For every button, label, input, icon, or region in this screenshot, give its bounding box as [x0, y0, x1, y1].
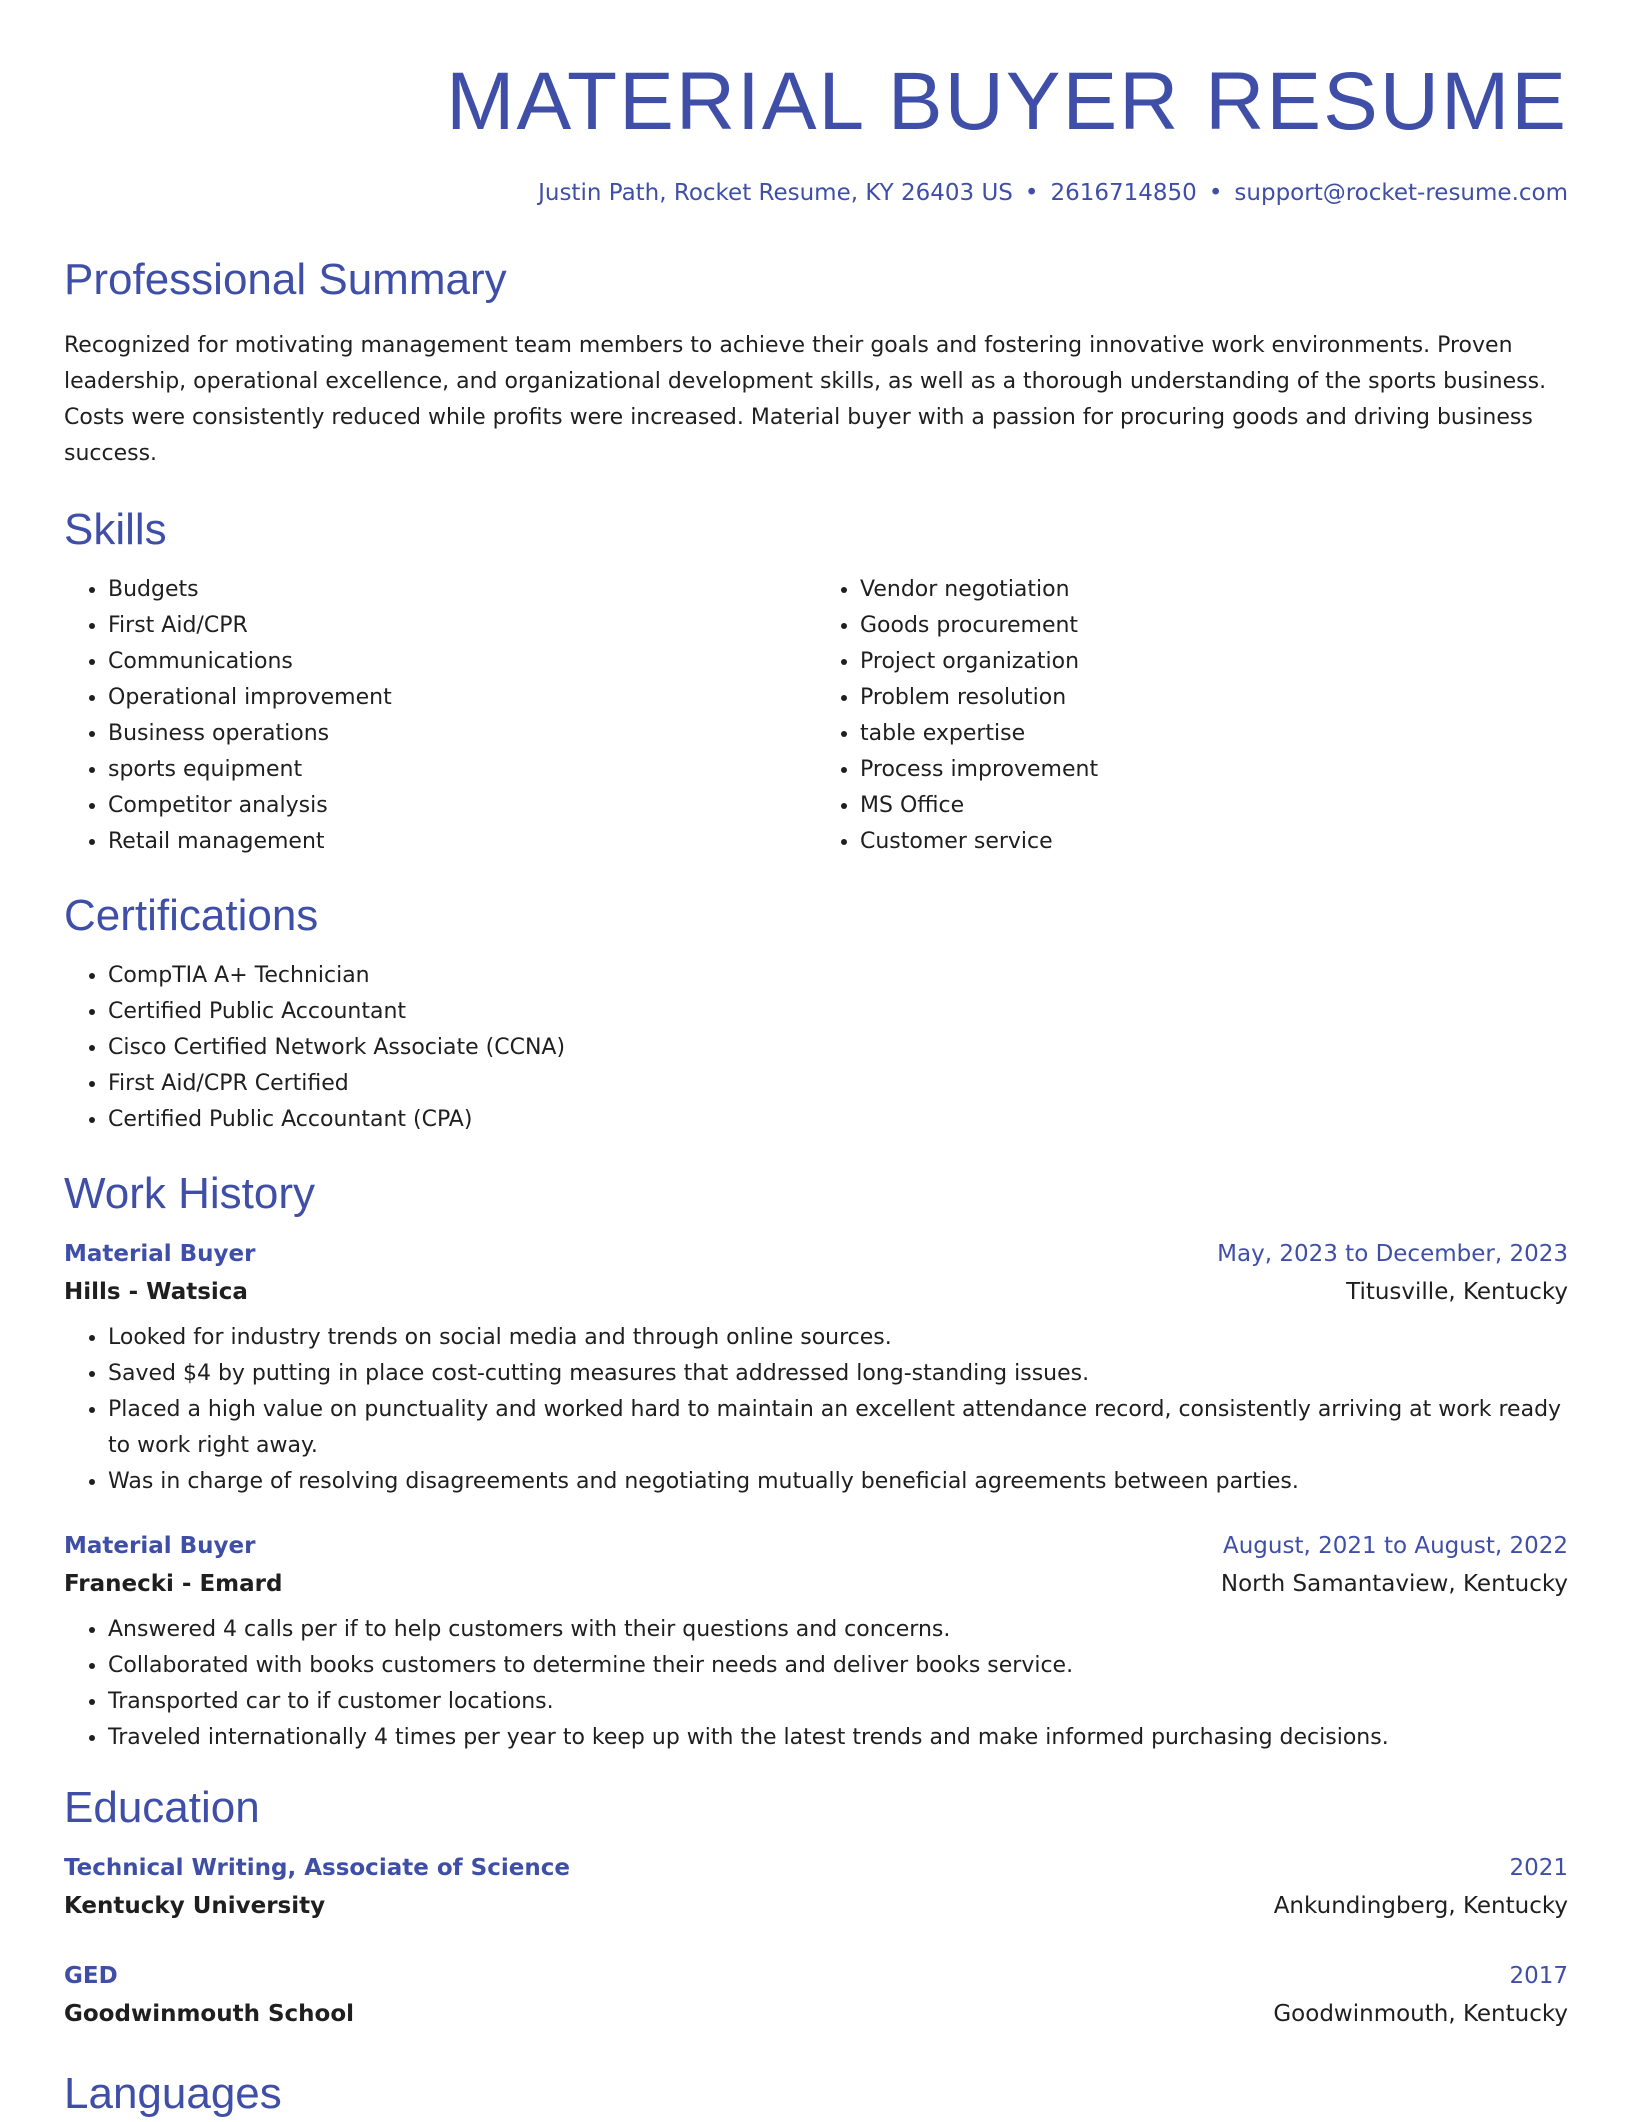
- education-entry: [64, 1850, 1568, 1926]
- education-entry: [64, 1958, 1568, 2034]
- job-company-row: [64, 1564, 1568, 1604]
- job-title: Material Buyer: [64, 1533, 256, 1559]
- certification-item: • Certified Public Accountant: [108, 994, 1568, 1030]
- work-section: [64, 1166, 1568, 1756]
- education-location: Ankundingberg, Kentucky: [1273, 1893, 1568, 1919]
- job-company: Hills - Watsica: [64, 1279, 248, 1305]
- skills-grid: [64, 572, 1568, 860]
- skills-heading: Skills: [64, 505, 167, 554]
- education-school-row: [64, 1994, 1568, 2034]
- certifications-list: [64, 958, 1568, 1138]
- job-bullet: • Answered 4 calls per if to help customers with their questions and concerns.: [108, 1612, 1568, 1648]
- education-year: 2021: [1509, 1855, 1568, 1881]
- skills-list-right: [816, 572, 1568, 860]
- summary-section: [64, 252, 1568, 472]
- contact-separator: •: [1024, 180, 1039, 206]
- job-entry: [64, 1528, 1568, 1756]
- skills-section: [64, 502, 1568, 860]
- resume-title: MATERIAL BUYER RESUME: [446, 56, 1568, 147]
- job-bullets: [64, 1320, 1568, 1500]
- job-location: Titusville, Kentucky: [1346, 1279, 1568, 1305]
- skill-item: • Competitor analysis: [108, 788, 816, 824]
- skills-list-left: [64, 572, 816, 860]
- languages-heading: Languages: [64, 2069, 282, 2118]
- certifications-heading: Certifications: [64, 891, 319, 940]
- skill-item: • First Aid/CPR: [108, 608, 816, 644]
- skill-item: • Operational improvement: [108, 680, 816, 716]
- skill-item: • Communications: [108, 644, 816, 680]
- education-degree: Technical Writing, Associate of Science: [64, 1855, 570, 1881]
- skill-item: • Goods procurement: [860, 608, 1568, 644]
- education-school-row: [64, 1886, 1568, 1926]
- education-location: Goodwinmouth, Kentucky: [1273, 2001, 1568, 2027]
- skill-item: • MS Office: [860, 788, 1568, 824]
- certification-item: • Certified Public Accountant (CPA): [108, 1102, 1568, 1138]
- job-company: Franecki - Emard: [64, 1571, 283, 1597]
- job-bullet: • Saved $4 by putting in place cost-cutting measures that addressed long-standing issues.: [108, 1356, 1568, 1392]
- education-degree-row: [64, 1958, 1568, 1994]
- certifications-section: [64, 888, 1568, 1138]
- job-title: Material Buyer: [64, 1241, 256, 1267]
- skill-item: • Process improvement: [860, 752, 1568, 788]
- skill-item: • Retail management: [108, 824, 816, 860]
- job-bullet: • Traveled internationally 4 times per year to keep up with the latest trends and make informed purchasing decisions.: [108, 1720, 1568, 1756]
- skill-item: • table expertise: [860, 716, 1568, 752]
- skill-item: • sports equipment: [108, 752, 816, 788]
- summary-heading: Professional Summary: [64, 255, 507, 304]
- education-heading: Education: [64, 1783, 260, 1832]
- certification-item: • First Aid/CPR Certified: [108, 1066, 1568, 1102]
- skill-item: • Customer service: [860, 824, 1568, 860]
- job-bullet: • Collaborated with books customers to determine their needs and deliver books service.: [108, 1648, 1568, 1684]
- job-bullets: [64, 1612, 1568, 1756]
- job-dates: August, 2021 to August, 2022: [1223, 1533, 1568, 1559]
- skill-item: • Problem resolution: [860, 680, 1568, 716]
- job-bullet: • Was in charge of resolving disagreements and negotiating mutually beneficial agreements between parties.: [108, 1464, 1568, 1500]
- job-location: North Samantaview, Kentucky: [1220, 1571, 1568, 1597]
- education-degree: GED: [64, 1963, 118, 1989]
- job-dates: May, 2023 to December, 2023: [1217, 1241, 1568, 1267]
- job-title-row: [64, 1236, 1568, 1272]
- job-bullet: • Looked for industry trends on social media and through online sources.: [108, 1320, 1568, 1356]
- education-degree-row: [64, 1850, 1568, 1886]
- contact-line: [64, 178, 1568, 208]
- job-company-row: [64, 1272, 1568, 1312]
- skill-item: • Business operations: [108, 716, 816, 752]
- contact-address: Justin Path, Rocket Resume, KY 26403 US: [538, 180, 1013, 206]
- skill-item: • Vendor negotiation: [860, 572, 1568, 608]
- skill-item: • Budgets: [108, 572, 816, 608]
- education-school: Kentucky University: [64, 1893, 326, 1919]
- certification-item: • CompTIA A+ Technician: [108, 958, 1568, 994]
- education-year: 2017: [1509, 1963, 1568, 1989]
- education-school: Goodwinmouth School: [64, 2001, 355, 2027]
- contact-email[interactable]: support@rocket-resume.com: [1234, 180, 1568, 206]
- job-bullet: • Placed a high value on punctuality and worked hard to maintain an excellent attendance record, consistently arriving at work ready to work right away.: [108, 1392, 1568, 1464]
- job-bullet: • Transported car to if customer locations.: [108, 1684, 1568, 1720]
- contact-phone: 2616714850: [1050, 180, 1197, 206]
- summary-text: Recognized for motivating management team members to achieve their goals and fostering innovative work environments. Proven leadership, operational excellence, and organizational development skills, as well as a thorough understanding of the sports business. Costs were consistently reduced while profits were increased. Material buyer with a passion for procuring goods and driving business success.: [64, 333, 1547, 466]
- certification-item: • Cisco Certified Network Associate (CCNA): [108, 1030, 1568, 1066]
- work-heading: Work History: [64, 1169, 315, 1218]
- languages-section: [64, 2066, 1568, 2122]
- job-entry: [64, 1236, 1568, 1500]
- skill-item: • Project organization: [860, 644, 1568, 680]
- contact-separator: •: [1208, 180, 1223, 206]
- education-section: [64, 1780, 1568, 2034]
- job-title-row: [64, 1528, 1568, 1564]
